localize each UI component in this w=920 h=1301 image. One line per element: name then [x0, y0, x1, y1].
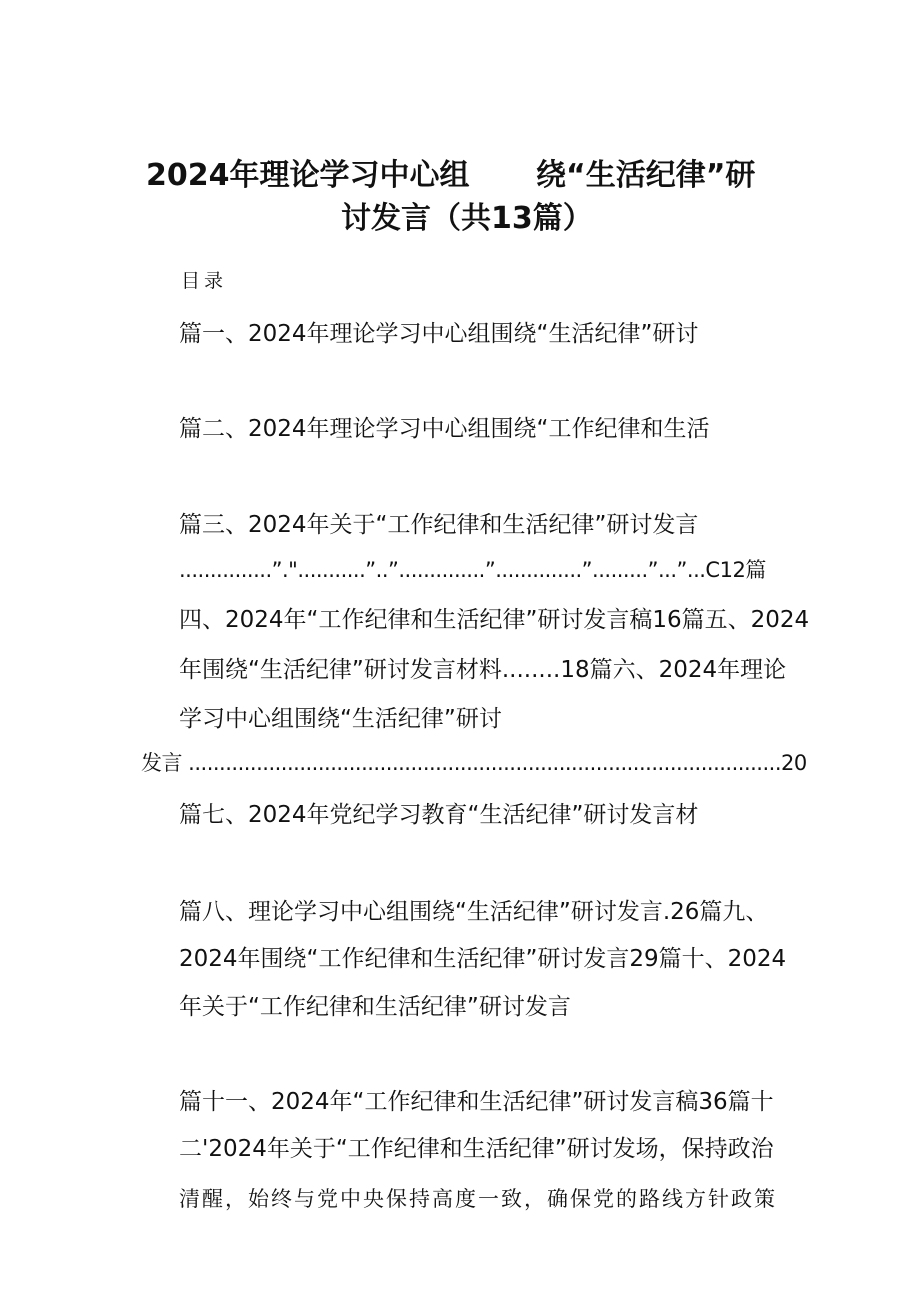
toc-leader-line: ...............”."...........”..”..............”..............”.........”...”...C12篇 — [179, 558, 766, 582]
toc-entry: 篇二、2024年理论学习中心组围绕“工作纪律和生活 — [179, 416, 710, 442]
toc-entry: 篇七、2024年党纪学习教育“生活纪律”研讨发言材 — [179, 802, 699, 828]
toc-entry: 篇三、2024年关于“工作纪律和生活纪律”研讨发言 — [179, 512, 699, 538]
toc-entry: 四、2024年“工作纪律和生活纪律”研讨发言稿16篇五、2024 — [179, 607, 810, 633]
body-text-line: 清醒，始终与党中央保持高度一致，确保党的路线方针政策 — [179, 1187, 777, 1211]
title-line-2: 讨发言（共13篇） — [341, 201, 593, 236]
toc-entry: 篇十一、2024年“工作纪律和生活纪律”研讨发言稿36篇十 — [179, 1089, 774, 1115]
toc-entry: 年关于“工作纪律和生活纪律”研讨发言 — [179, 994, 571, 1020]
toc-heading: 目录 — [181, 270, 228, 292]
toc-entry: 学习中心组围绕“生活纪律”研讨 — [179, 706, 502, 732]
toc-entry: 2024年围绕“工作纪律和生活纪律”研讨发言29篇十、2024 — [179, 946, 787, 972]
title-line-1-left: 2024年理论学习中心组 — [146, 158, 470, 193]
toc-leader-line: 发言 ................................................................................................20 — [141, 751, 807, 775]
toc-entry: 篇一、2024年理论学习中心组围绕“生活纪律”研讨 — [179, 321, 699, 347]
title-line-1-right: 绕“生活纪律”研 — [536, 158, 756, 193]
toc-entry: 二'2024年关于“工作纪律和生活纪律”研讨发场，保持政治 — [179, 1136, 774, 1162]
toc-entry: 年围绕“生活纪律”研讨发言材料........18篇六、2024年理论 — [179, 657, 787, 683]
toc-entry: 篇八、理论学习中心组围绕“生活纪律”研讨发言.26篇九、 — [179, 899, 769, 925]
